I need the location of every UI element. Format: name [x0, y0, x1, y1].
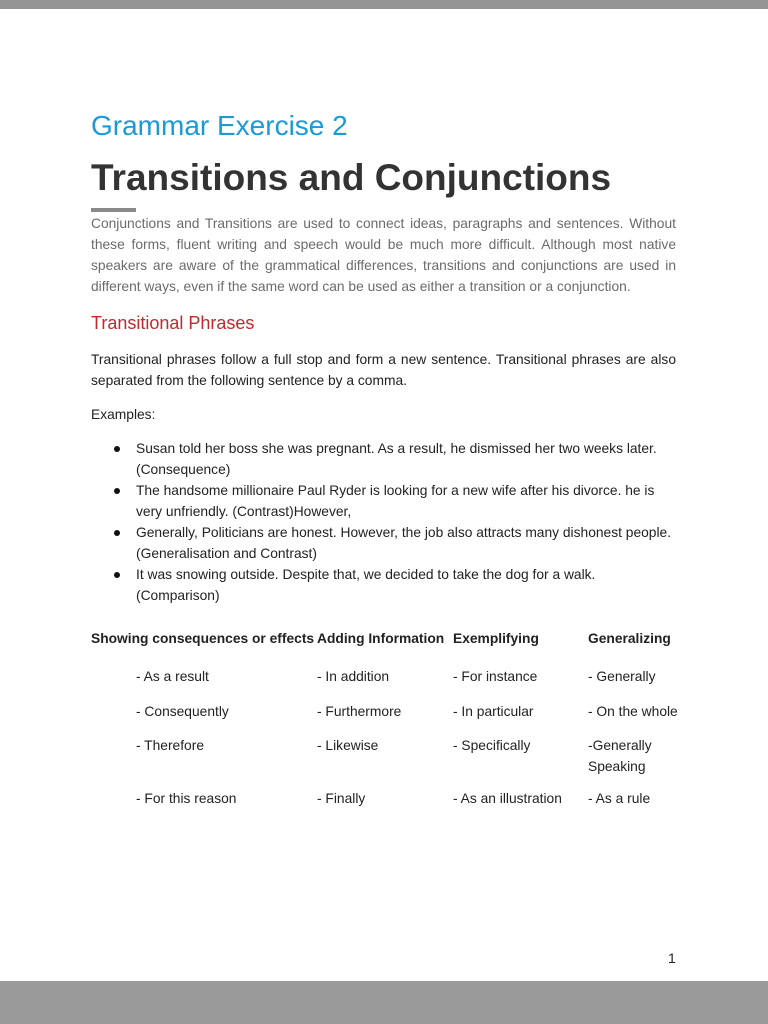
- column-header-adding: Adding Information: [317, 631, 445, 646]
- example-text: Generally, Politicians are honest. However, the job also attracts many dishonest people. (Generalisation and Contrast): [136, 525, 672, 561]
- top-border-bar: [0, 0, 768, 9]
- table-cell: - For this reason: [136, 791, 237, 806]
- table-cell: - Therefore: [136, 738, 204, 753]
- table-cell: -Generally Speaking: [588, 738, 652, 774]
- example-text: The handsome millionaire Paul Ryder is looking for a new wife after his divorce. he is very unfriendly. (Contrast)However,: [136, 483, 655, 519]
- bullet-icon: [114, 530, 120, 536]
- intro-paragraph: Conjunctions and Transitions are used to connect ideas, paragraphs and sentences. Without these forms, fluent writing and speech would be much more difficult. Although most native speakers are aware of the grammatical differences, transitions and conjunctions are used in different ways, even if the same word can be used as either a transition or a conjunction.: [91, 216, 676, 294]
- table-cell: - On the whole: [588, 704, 678, 719]
- column-header-exemplifying: Exemplifying: [453, 631, 539, 646]
- table-cell: - As an illustration: [453, 791, 562, 806]
- table-cell: - Likewise: [317, 738, 379, 753]
- column-header-consequences: Showing consequences or effects: [91, 631, 315, 646]
- title-underline: [91, 208, 136, 212]
- example-text: It was snowing outside. Despite that, we decided to take the dog for a walk. (Comparison): [136, 567, 596, 603]
- table-cell: - Finally: [317, 791, 366, 806]
- examples-label: Examples:: [91, 407, 156, 422]
- table-cell: - For instance: [453, 669, 538, 684]
- document-title: Transitions and Conjunctions: [91, 157, 612, 198]
- examples-list: [91, 438, 676, 606]
- table-cell: - As a rule: [588, 791, 651, 806]
- bullet-icon: [114, 488, 120, 494]
- table-cell: - As a result: [136, 669, 209, 684]
- bullet-icon: [114, 446, 120, 452]
- section-paragraph: Transitional phrases follow a full stop and form a new sentence. Transitional phrases are also separated from the following sentence by a comma.: [91, 352, 676, 388]
- list-item: [91, 480, 676, 522]
- table-cell: - Specifically: [453, 738, 531, 753]
- list-item: [91, 522, 676, 564]
- section-heading: Transitional Phrases: [91, 313, 255, 333]
- example-text: Susan told her boss she was pregnant. As a result, he dismissed her two weeks later. (Consequence): [136, 441, 657, 477]
- list-item: [91, 438, 676, 480]
- table-cell: - Furthermore: [317, 704, 402, 719]
- table-cell: - In particular: [453, 704, 534, 719]
- list-item: [91, 564, 676, 606]
- table-cell: - In addition: [317, 669, 390, 684]
- bullet-icon: [114, 572, 120, 578]
- exercise-subtitle: Grammar Exercise 2: [91, 110, 348, 141]
- bottom-border-bar: [0, 981, 768, 1024]
- table-cell: - Consequently: [136, 704, 229, 719]
- page-number: 1: [668, 950, 676, 966]
- table-cell: - Generally: [588, 669, 656, 684]
- column-header-generalizing: Generalizing: [588, 631, 671, 646]
